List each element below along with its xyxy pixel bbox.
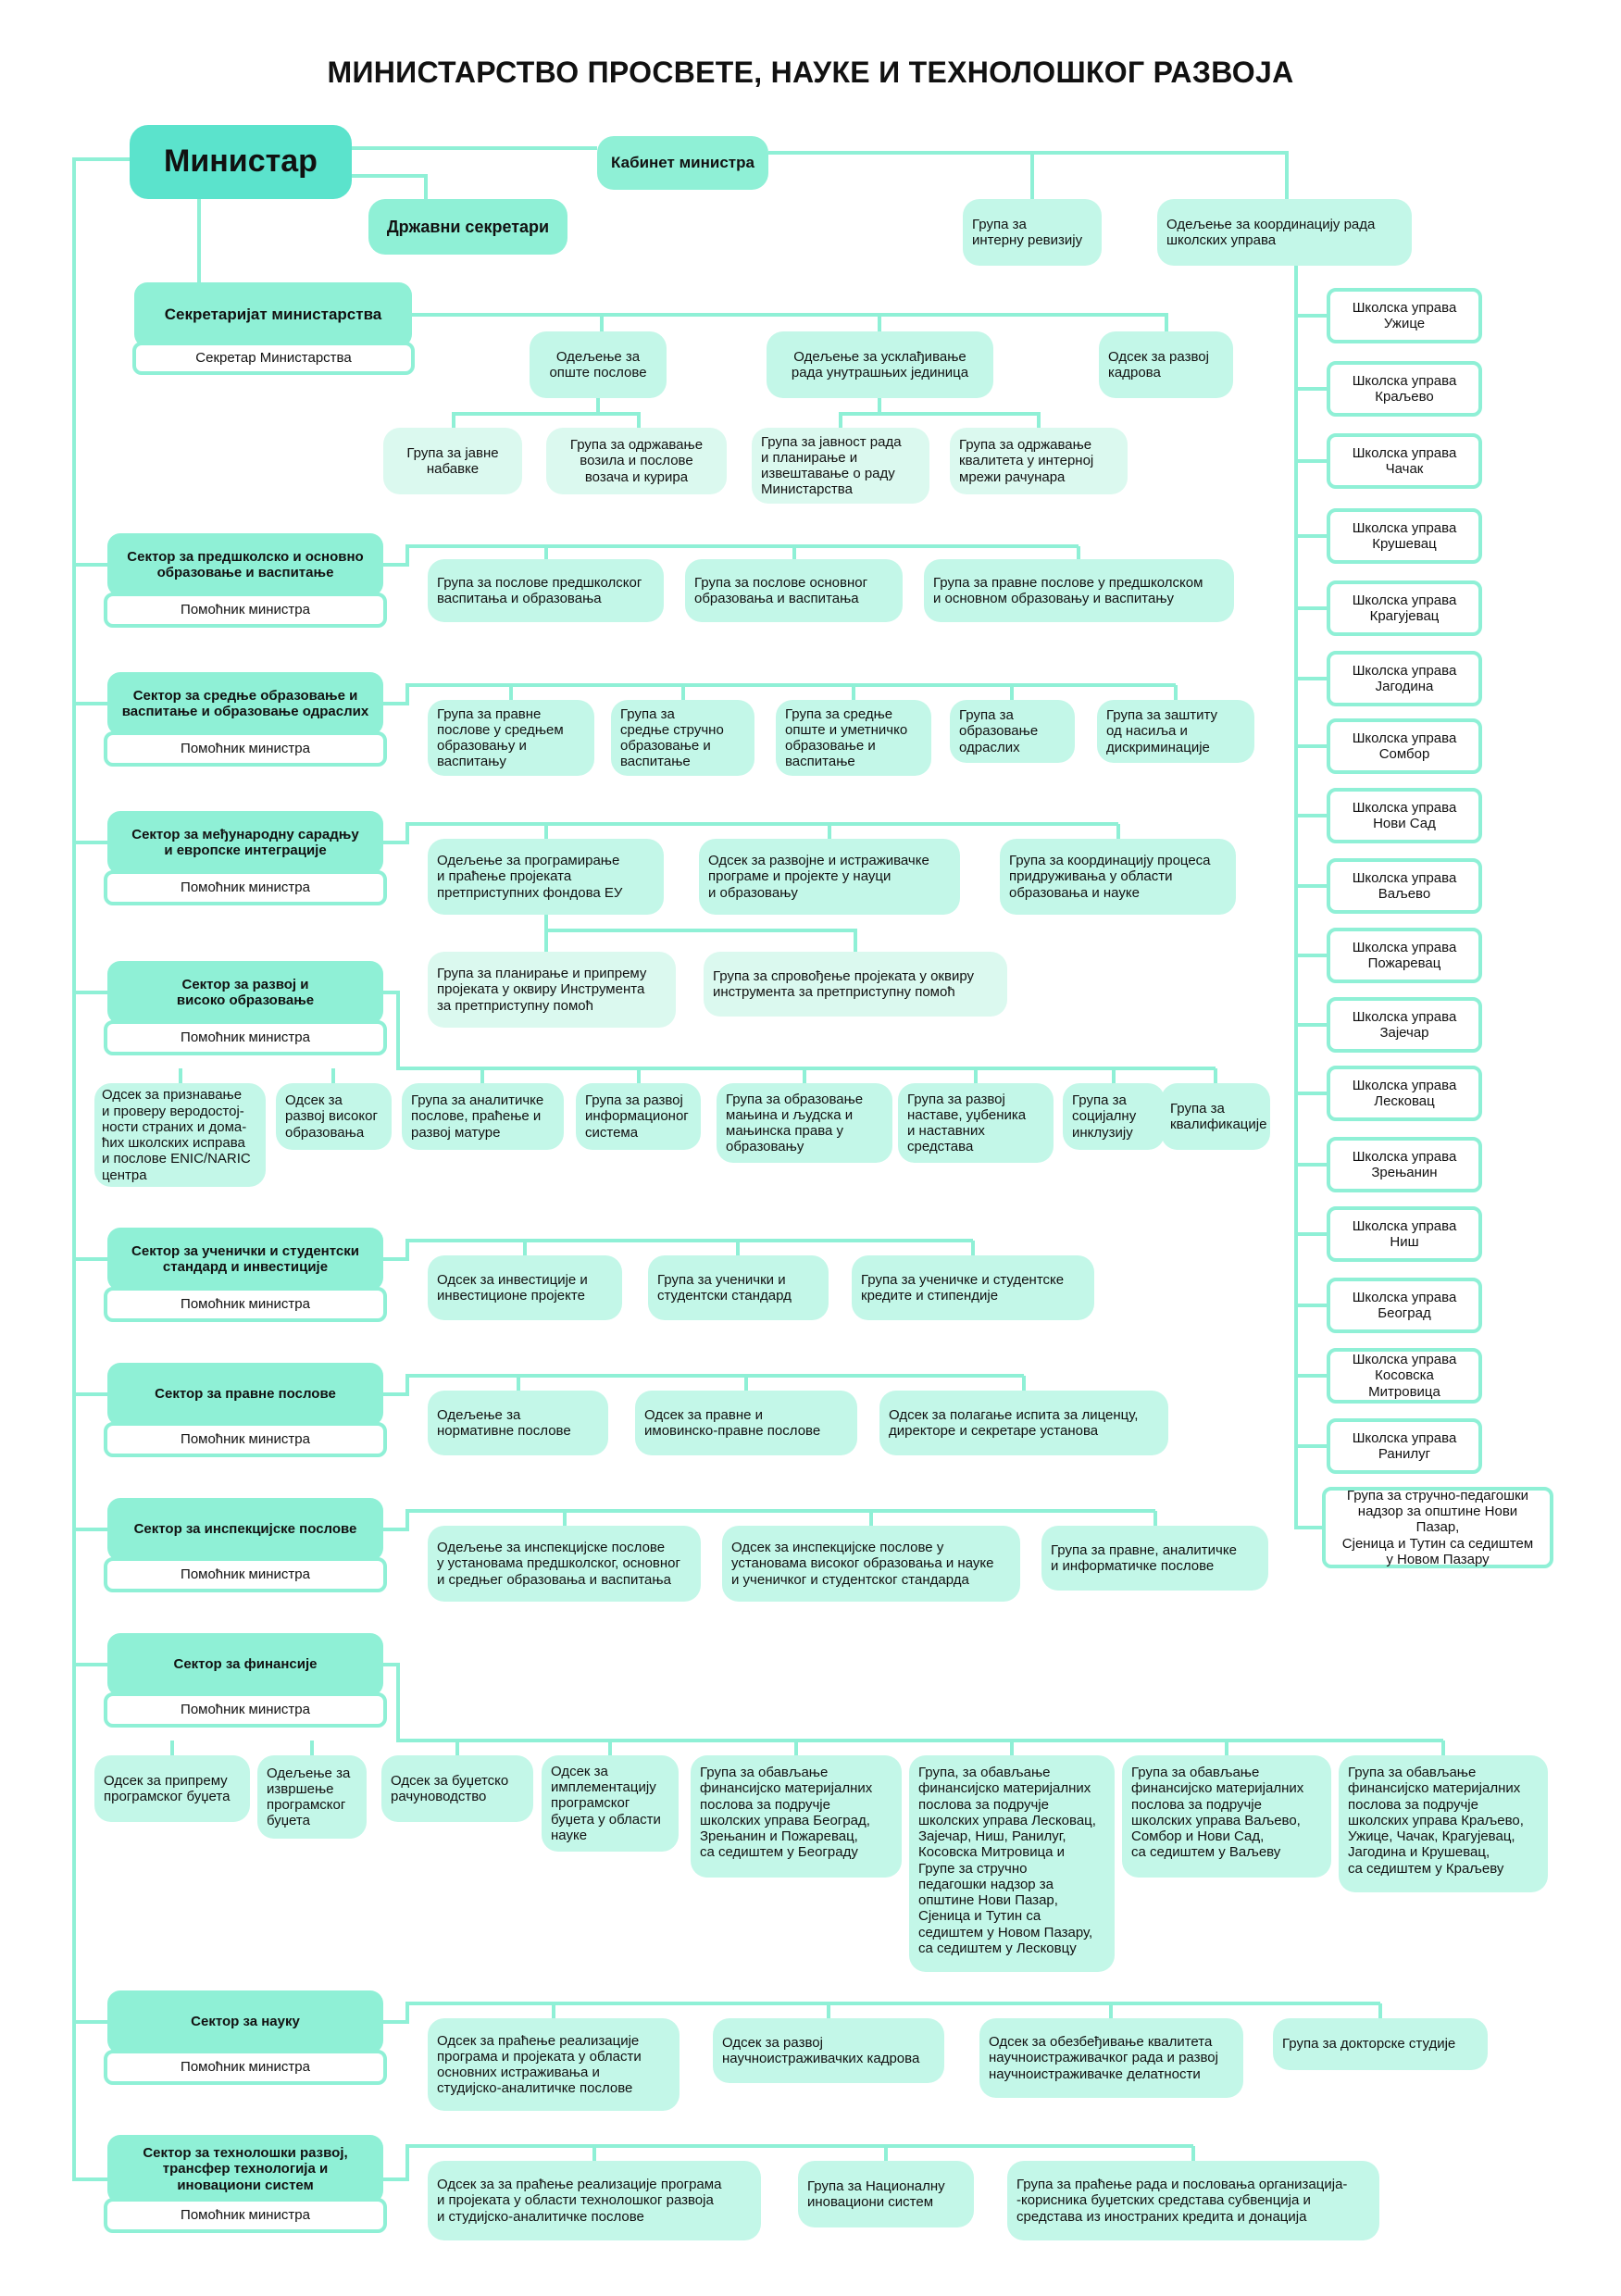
sector-unit-box: Одсек за за праћење реализације програма и пројеката у области технолошког развоја и студијско-аналитичке послове	[428, 2161, 761, 2240]
cabinet-box: Кабинет министра	[597, 136, 768, 190]
secretariat-box: Секретаријат министарства	[134, 282, 412, 347]
assistant-minister-box: Помоћник министра	[104, 593, 387, 628]
school-admin-box: Школска управа Косовска Митровица	[1327, 1348, 1482, 1404]
school-admin-box: Школска управа Лесковац	[1327, 1066, 1482, 1121]
connector-line	[352, 176, 426, 199]
assistant-minister-box: Помоћник министра	[104, 870, 387, 905]
sector-unit-box: Група за развој информационог система	[576, 1083, 701, 1150]
sector-unit-box: Група, за обављање финансијско материјалних послова за подручје школских управа Лесковац, Зајечар, Ниш, Ранилуг, Косовска Митровица и Групе за стручно педагошки надзор за општине Нови Пазар, Сјеница и Тутин са седиштем у Новом Пазару, са седиштем у Лесковцу	[909, 1755, 1115, 1972]
secretariat-subunit-box: Група за одржавање квалитета у интерној мрежи рачунара	[950, 428, 1128, 494]
assistant-minister-box: Помоћник министра	[104, 731, 387, 767]
sector-unit-box: Одељење за програмирање и праћење пројеката претприступних фондова ЕУ	[428, 839, 664, 915]
sector-unit-box: Група за правне, аналитичке и информатичке послове	[1041, 1526, 1268, 1591]
secretariat-subunit-box: Група за јавност рада и планирање и извештавање о раду Министарства	[752, 428, 929, 504]
school-admin-box: Школска управа Нови Сад	[1327, 788, 1482, 843]
sector-unit-box: Група за образовање одраслих	[950, 700, 1075, 763]
school-admin-box: Школска управа Ужице	[1327, 288, 1482, 343]
sector-subunit-box: Група за планирање и припрему пројеката у оквиру Инструмента за претприступну помоћ	[428, 952, 676, 1028]
sector-unit-box: Одсек за развојне и истраживачке програме и пројекте у науци и образовању	[699, 839, 960, 915]
sector-unit-box: Одсек за обезбеђивање квалитета научноистраживачког рада и развој научноистраживачке делатности	[979, 2018, 1243, 2098]
school-admin-box: Школска управа Крушевац	[1327, 508, 1482, 564]
sector-unit-box: Одсек за правне и имовинско-правне послове	[635, 1391, 857, 1455]
sector-unit-box: Група за ученичке и студентске кредите и стипендије	[852, 1255, 1094, 1320]
sector-unit-box: Одсек за развој научноистраживачких кадрова	[713, 2018, 944, 2083]
minister-box: Министар	[130, 125, 352, 199]
school-admin-box: Школска управа Чачак	[1327, 433, 1482, 489]
secretariat-unit-box: Одељење за опште послове	[530, 331, 667, 398]
sector-unit-box: Група за обављање финансијско материјалних послова за подручје школских управа Ваљево, Сомбор и Нови Сад, са седиштем у Ваљеву	[1122, 1755, 1331, 1878]
sector-unit-box: Одсек за полагање испита за лиценцу, директоре и секретаре установа	[879, 1391, 1168, 1455]
sector-unit-box: Одсек за инвестиције и инвестиционе пројекте	[428, 1255, 622, 1320]
sector-unit-box: Група за образовање мањина и људска и мањинска права у образовању	[717, 1083, 892, 1163]
sector-box: Сектор за науку	[107, 1990, 383, 2053]
sector-unit-box: Група за средње опште и уметничко образовање и васпитање	[776, 700, 931, 776]
sector-box: Сектор за предшколско и основно образовање и васпитање	[107, 533, 383, 596]
school-admin-box: Школска управа Ниш	[1327, 1206, 1482, 1262]
sector-box: Сектор за међународну сарадњу и европске интеграције	[107, 811, 383, 874]
connector-line	[383, 1665, 1443, 1741]
connector-line	[454, 414, 639, 428]
school-admin-box: Школска управа Ранилуг	[1327, 1418, 1482, 1474]
sector-unit-box: Група за Националну иновациони систем	[798, 2161, 974, 2227]
sector-unit-box: Одсек за имплементацију програмског буџета у области науке	[542, 1755, 679, 1852]
sector-unit-box: Одељење за нормативне послове	[428, 1391, 608, 1455]
school-admin-box: Група за стручно-педагошки надзор за општине Нови Пазар, Сјеница и Тутин са седиштем у Новом Пазару	[1322, 1487, 1553, 1568]
connector-line	[546, 915, 855, 952]
sector-unit-box: Одељење за инспекцијске послове у установама предшколског, основног и средњег образовања и васпитања	[428, 1526, 701, 1602]
page-title: МИНИСТАРСТВО ПРОСВЕТЕ, НАУКЕ И ТЕХНОЛОШКОГ РАЗВОЈА	[327, 56, 1294, 89]
sector-unit-box: Група за развој наставе, уџбеника и наставних средстава	[898, 1083, 1054, 1163]
assistant-minister-box: Помоћник министра	[104, 2050, 387, 2085]
secretariat-subunit-box: Група за одржавање возила и послове возача и курира	[546, 428, 727, 494]
sector-unit-box: Група за послове основног образовања и васпитања	[685, 559, 903, 622]
sector-unit-box: Група за координацију процеса придруживања у области образовања и науке	[1000, 839, 1236, 915]
connector-line	[1296, 266, 1322, 1528]
assistant-minister-box: Помоћник министра	[104, 1287, 387, 1322]
secretariat-unit-box: Одсек за развој кадрова	[1099, 331, 1233, 398]
assistant-minister-box: Помоћник министра	[104, 1020, 387, 1055]
school-admin-box: Школска управа Краљево	[1327, 361, 1482, 417]
assistant-minister-box: Помоћник министра	[104, 1422, 387, 1457]
sector-box: Сектор за развој и високо образовање	[107, 961, 383, 1024]
sector-unit-box: Група за заштиту од насиља и дискриминације	[1097, 700, 1254, 763]
sector-box: Сектор за средње образовање и васпитање и образовање одраслих	[107, 672, 383, 735]
sector-unit-box: Група за правне послове у предшколском и основном образовању и васпитању	[924, 559, 1234, 622]
school-admin-box: Школска управа Зрењанин	[1327, 1137, 1482, 1192]
assistant-minister-box: Помоћник министра	[104, 2198, 387, 2233]
sector-unit-box: Група за квалификације	[1161, 1083, 1270, 1150]
sector-unit-box: Група за обављање финансијско материјалних послова за подручје школских управа Београд, Зрењанин и Пожаревац, са седиштем у Београду	[691, 1755, 902, 1878]
secretariat-unit-box: Одељење за усклађивање рада унутрашњих јединица	[767, 331, 993, 398]
sector-box: Сектор за технолошки развој, трансфер технологија и иновациони систем	[107, 2135, 383, 2203]
sector-unit-box: Одсек за праћење реализације програма и пројеката у области основних истраживања и студијско-аналитичке послове	[428, 2018, 680, 2111]
sector-unit-box: Одсек за припрему програмског буџета	[94, 1755, 250, 1822]
sector-box: Сектор за финансије	[107, 1633, 383, 1696]
assistant-minister-box: Помоћник министра	[104, 1692, 387, 1728]
sector-unit-box: Група за аналитичке послове, праћење и развој матуре	[402, 1083, 564, 1150]
school-admin-box: Школска управа Пожаревац	[1327, 928, 1482, 983]
sector-unit-box: Група за докторске студије	[1273, 2018, 1488, 2070]
sector-unit-box: Одсек за инспекцијске послове у установама високог образовања и науке и ученичког и студентског стандарда	[722, 1526, 1020, 1602]
school-admin-box: Школска управа Ваљево	[1327, 858, 1482, 914]
sector-unit-box: Група за обављање финансијско материјалних послова за подручје школских управа Краљево, Ужице, Чачак, Крагујевац, Јагодина и Крушевац, са седиштем у Краљеву	[1339, 1755, 1548, 1892]
sector-unit-box: Одсек за признавање и проверу веродостој- ности страних и дома- ћих школских исправа и послове ENIC/NARIC центра	[94, 1083, 266, 1187]
sector-unit-box: Група за праћење рада и пословања организација- -корисника буџетских средстава субвенција и средстава из иностраних кредита и донација	[1007, 2161, 1379, 2240]
sector-unit-box: Група за послове предшколског васпитања и образовања	[428, 559, 664, 622]
sector-unit-box: Група за правне послове у средњем образовању и васпитању	[428, 700, 594, 776]
connector-line	[412, 315, 1166, 331]
internal-audit-box: Група за интерну ревизију	[963, 199, 1102, 266]
sector-box: Сектор за правне послове	[107, 1363, 383, 1426]
sector-unit-box: Одељење за извршење програмског буџета	[257, 1755, 367, 1839]
sector-unit-box: Група за социјалну инклузију	[1063, 1083, 1165, 1150]
school-admin-box: Школска управа Београд	[1327, 1278, 1482, 1333]
state-secretaries-box: Државни секретари	[368, 199, 567, 255]
sector-unit-box: Група за ученички и студентски стандард	[648, 1255, 829, 1320]
connector-line	[768, 153, 1287, 199]
secretariat-subunit-box: Група за јавне набавке	[383, 428, 522, 494]
school-admin-box: Школска управа Сомбор	[1327, 718, 1482, 774]
connector-line	[841, 414, 1039, 428]
assistant-minister-box: Помоћник министра	[104, 1557, 387, 1592]
sector-unit-box: Одсек за буџетско рачуноводство	[381, 1755, 533, 1822]
secretariat-head-box: Секретар Министарства	[132, 342, 415, 375]
school-admin-box: Школска управа Крагујевац	[1327, 580, 1482, 636]
sector-unit-box: Одсек за развој високог образовања	[276, 1083, 392, 1150]
sector-box: Сектор за инспекцијске послове	[107, 1498, 383, 1561]
sector-subunit-box: Група за спровођење пројеката у оквиру инструмента за претприступну помоћ	[704, 952, 1007, 1017]
coordination-dept-box: Одељење за координацију рада школских управа	[1157, 199, 1412, 266]
school-admin-box: Школска управа Зајечар	[1327, 997, 1482, 1053]
school-admin-box: Школска управа Јагодина	[1327, 651, 1482, 706]
sector-unit-box: Група за средње стручно образовање и васпитање	[611, 700, 754, 776]
sector-box: Сектор за ученички и студентски стандард и инвестиције	[107, 1228, 383, 1291]
